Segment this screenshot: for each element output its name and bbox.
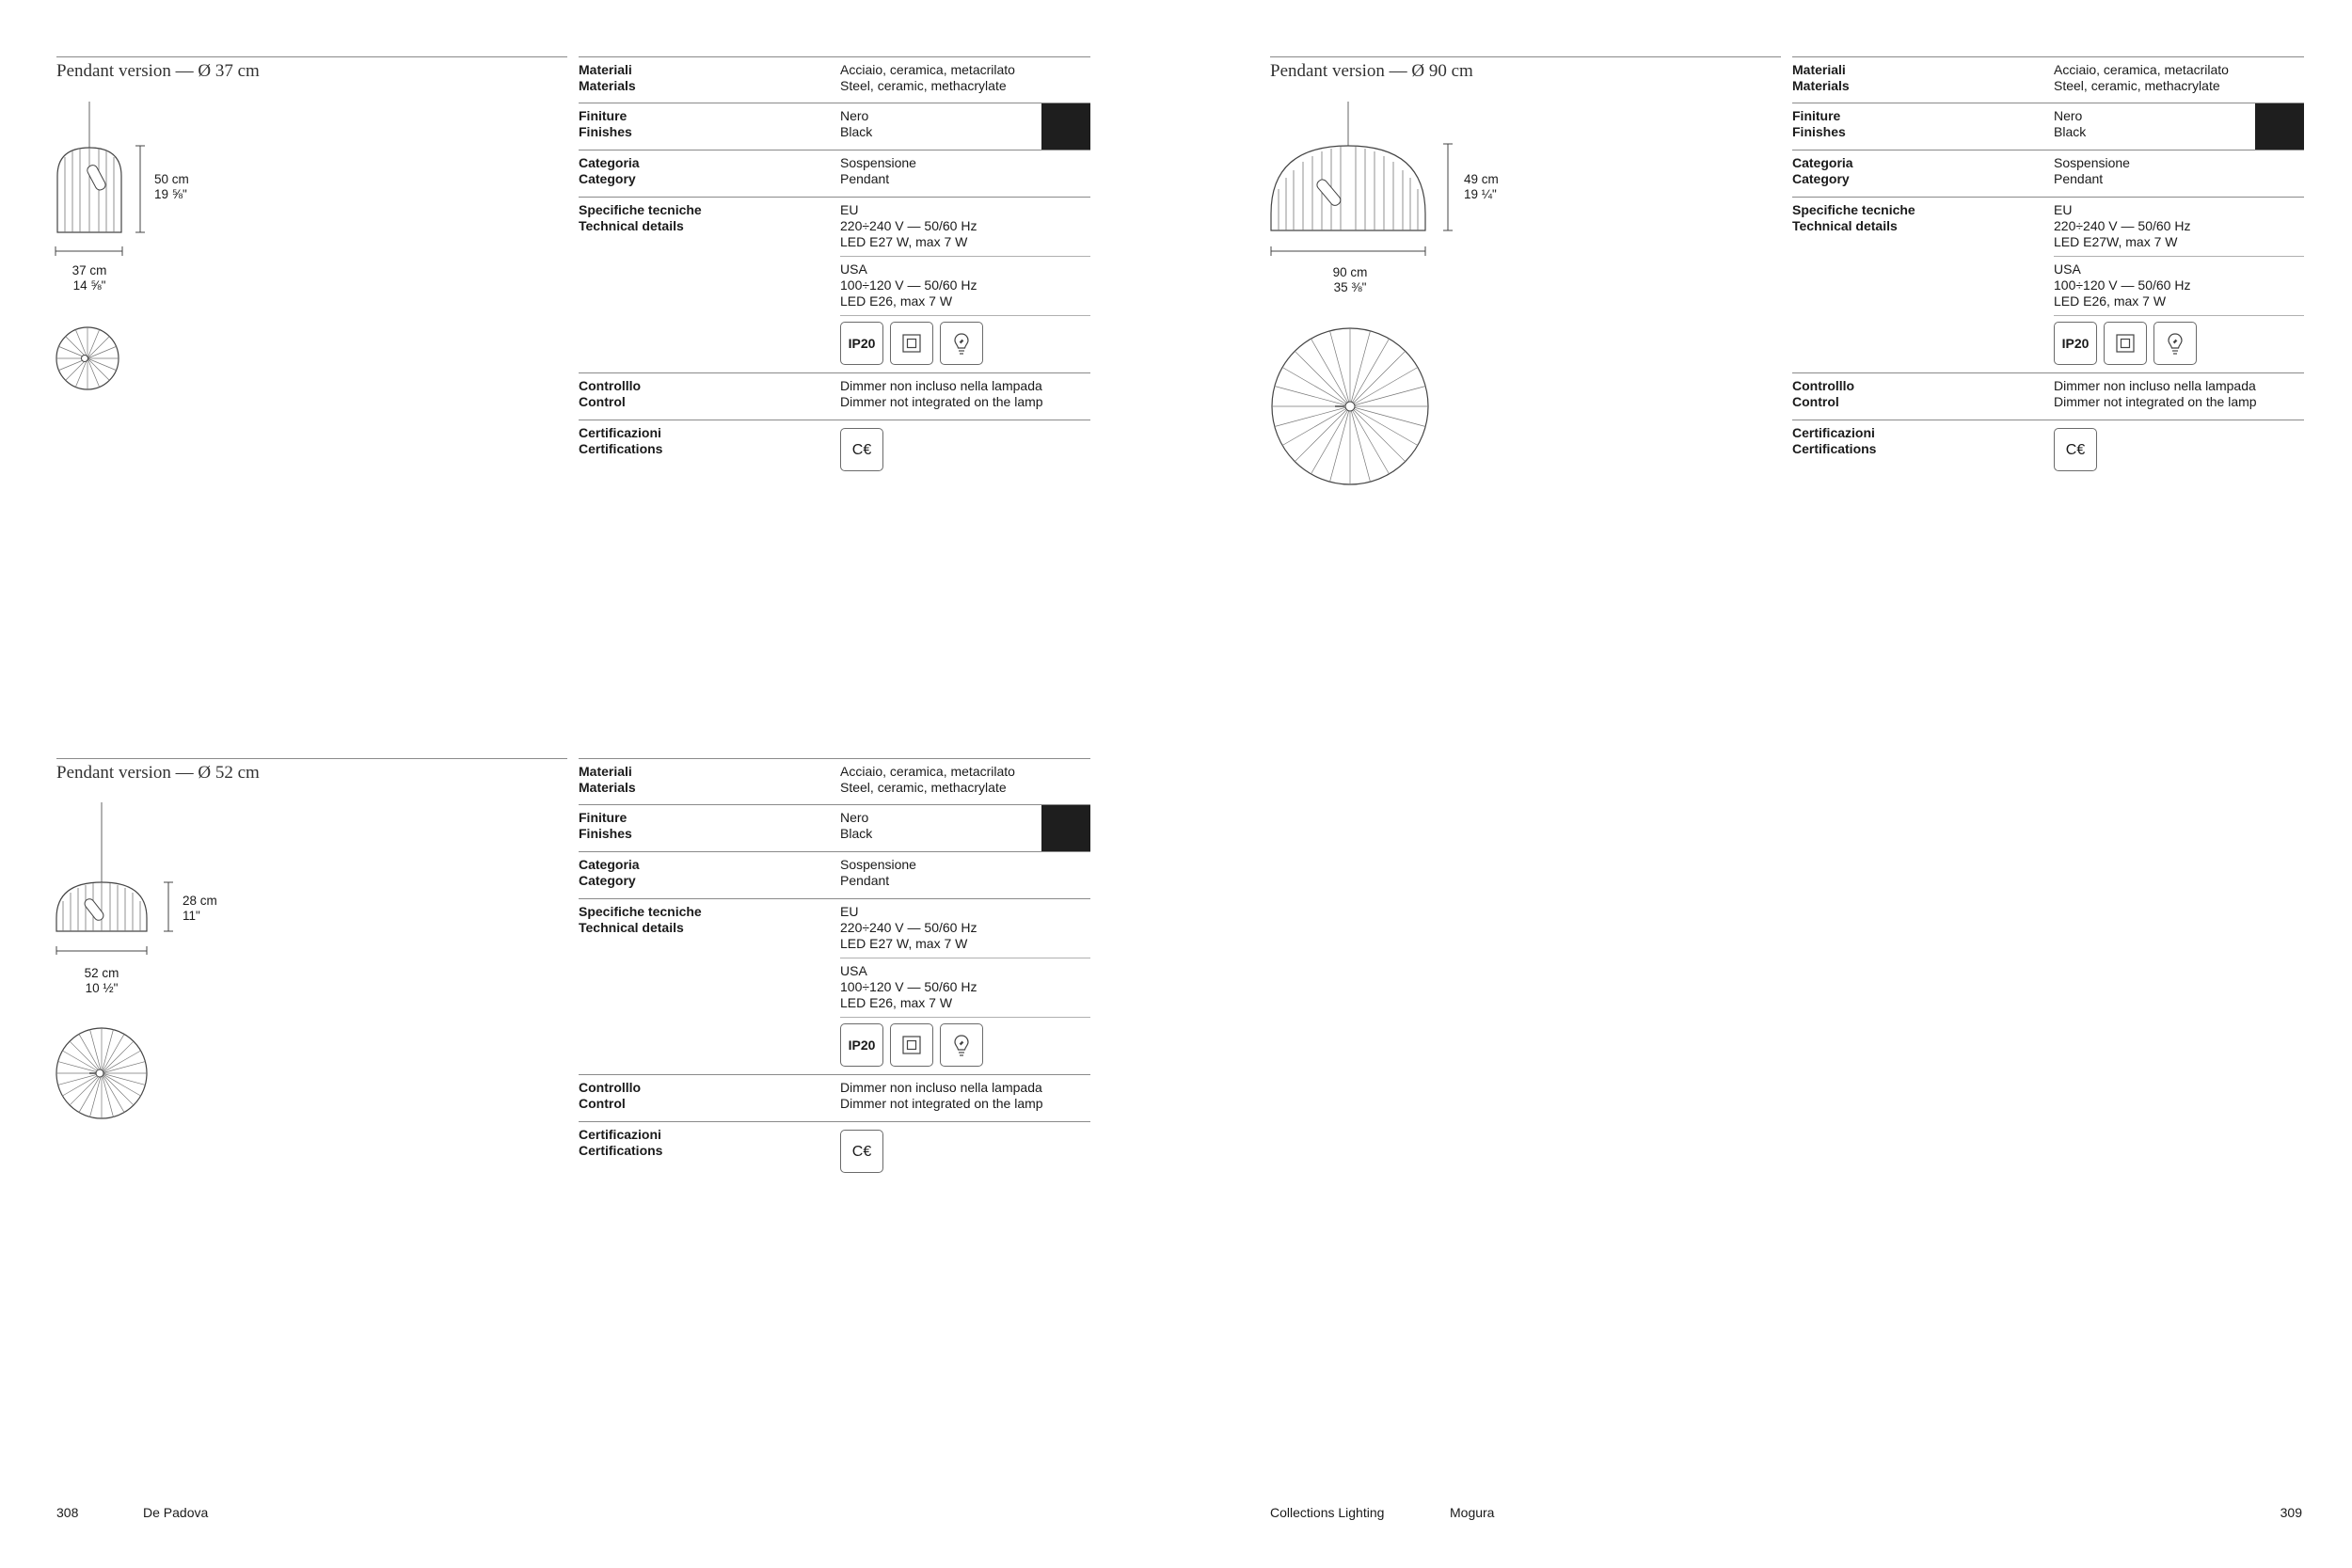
ce-mark-icon: C€ [840,1130,883,1173]
materials-row: Materiali Materials Acciaio, ceramica, metacrilato Steel, ceramic, methacrylate [579,758,1090,804]
materials-row: Materiali Materials Acciaio, ceramica, metacrilato Steel, ceramic, methacrylate [1792,56,2304,103]
height-dimension: 50 cm 19 ⅝" [154,172,189,201]
product-title-37 [56,56,567,82]
finish-swatch-black [2255,103,2304,150]
product-title-text: Pendant version — Ø 37 cm [56,61,260,81]
lamp-top-view-drawing-90 [1269,325,1431,487]
width-dimension: 37 cm 14 ⅝" [72,263,107,293]
finishes-row: Finiture Finishes Nero Black [1792,103,2304,150]
tech-row: Specifiche tecniche Technical details EU 220÷240 V — 50/60 Hz LED E27 W, max 7 W USA 100÷120 V — 50/60 Hz LED E26, max 7 W IP20 [579,197,1090,372]
tech-row: Specifiche tecniche Technical details EU 220÷240 V — 50/60 Hz LED E27 W, max 7 W USA 100÷120 V — 50/60 Hz LED E26, max 7 W IP20 [579,898,1090,1074]
product-title-90 [1270,56,1781,82]
product-title-text: Pendant version — Ø 52 cm [56,763,260,783]
lamp-elevation-drawing-90 [1265,99,1463,259]
category-row: Categoria Category Sospensione Pendant [1792,150,2304,197]
bulb-icon [940,322,983,365]
category-row: Categoria Category Sospensione Pendant [579,851,1090,898]
page-number-left: 308 [56,1505,79,1520]
spec-table-37 [579,56,1090,475]
product-title-text: Pendant version — Ø 90 cm [1270,61,1473,81]
page-number-right: 309 [2280,1505,2302,1520]
ip20-badge: IP20 [2054,322,2097,365]
certifications-row: Certificazioni Certifications C€ [1792,420,2304,471]
spec-table-90 [1792,56,2304,475]
ip20-badge: IP20 [840,322,883,365]
width-dimension-line [52,245,127,258]
ce-mark-icon: C€ [2054,428,2097,471]
lamp-top-view-drawing-37 [54,325,121,392]
finishes-row: Finiture Finishes Nero Black [579,804,1090,851]
control-row: Controlllo Control Dimmer non incluso nella lampada Dimmer not integrated on the lamp [579,372,1090,420]
materials-row: Materiali Materials Acciaio, ceramica, metacrilato Steel, ceramic, methacrylate [579,56,1090,103]
control-row: Controlllo Control Dimmer non incluso nella lampada Dimmer not integrated on the lamp [1792,372,2304,420]
certifications-row: Certificazioni Certifications C€ [579,1121,1090,1173]
category-row: Categoria Category Sospensione Pendant [579,150,1090,197]
finish-swatch-black [1041,805,1090,852]
height-dimension: 28 cm 11" [183,894,217,923]
finish-swatch-black [1041,103,1090,150]
spec-table-52 [579,758,1090,1177]
double-insulation-icon [890,322,933,365]
lamp-elevation-drawing-52 [52,800,174,955]
ce-mark-icon: C€ [840,428,883,471]
height-dimension: 49 cm 19 ¼" [1464,172,1499,201]
certifications-row: Certificazioni Certifications C€ [579,420,1090,471]
ip20-badge: IP20 [840,1023,883,1067]
control-row: Controlllo Control Dimmer non incluso nella lampada Dimmer not integrated on the lamp [579,1074,1090,1121]
tech-row: Specifiche tecniche Technical details EU 220÷240 V — 50/60 Hz LED E27W, max 7 W USA 100÷120 V — 50/60 Hz LED E26, max 7 W IP20 [1792,197,2304,372]
lamp-top-view-drawing-52 [54,1025,150,1121]
width-dimension: 52 cm 10 ½" [84,966,119,995]
footer-brand: De Padova [143,1505,209,1520]
bulb-icon [940,1023,983,1067]
double-insulation-icon [2104,322,2147,365]
finishes-row: Finiture Finishes Nero Black [579,103,1090,150]
width-dimension: 90 cm 35 ⅜" [1332,265,1368,294]
footer-product: Mogura [1450,1505,1495,1520]
bulb-icon [2153,322,2197,365]
lamp-elevation-drawing-37 [52,99,155,235]
product-title-52 [56,758,567,784]
double-insulation-icon [890,1023,933,1067]
footer-section: Collections Lighting [1270,1505,1385,1520]
